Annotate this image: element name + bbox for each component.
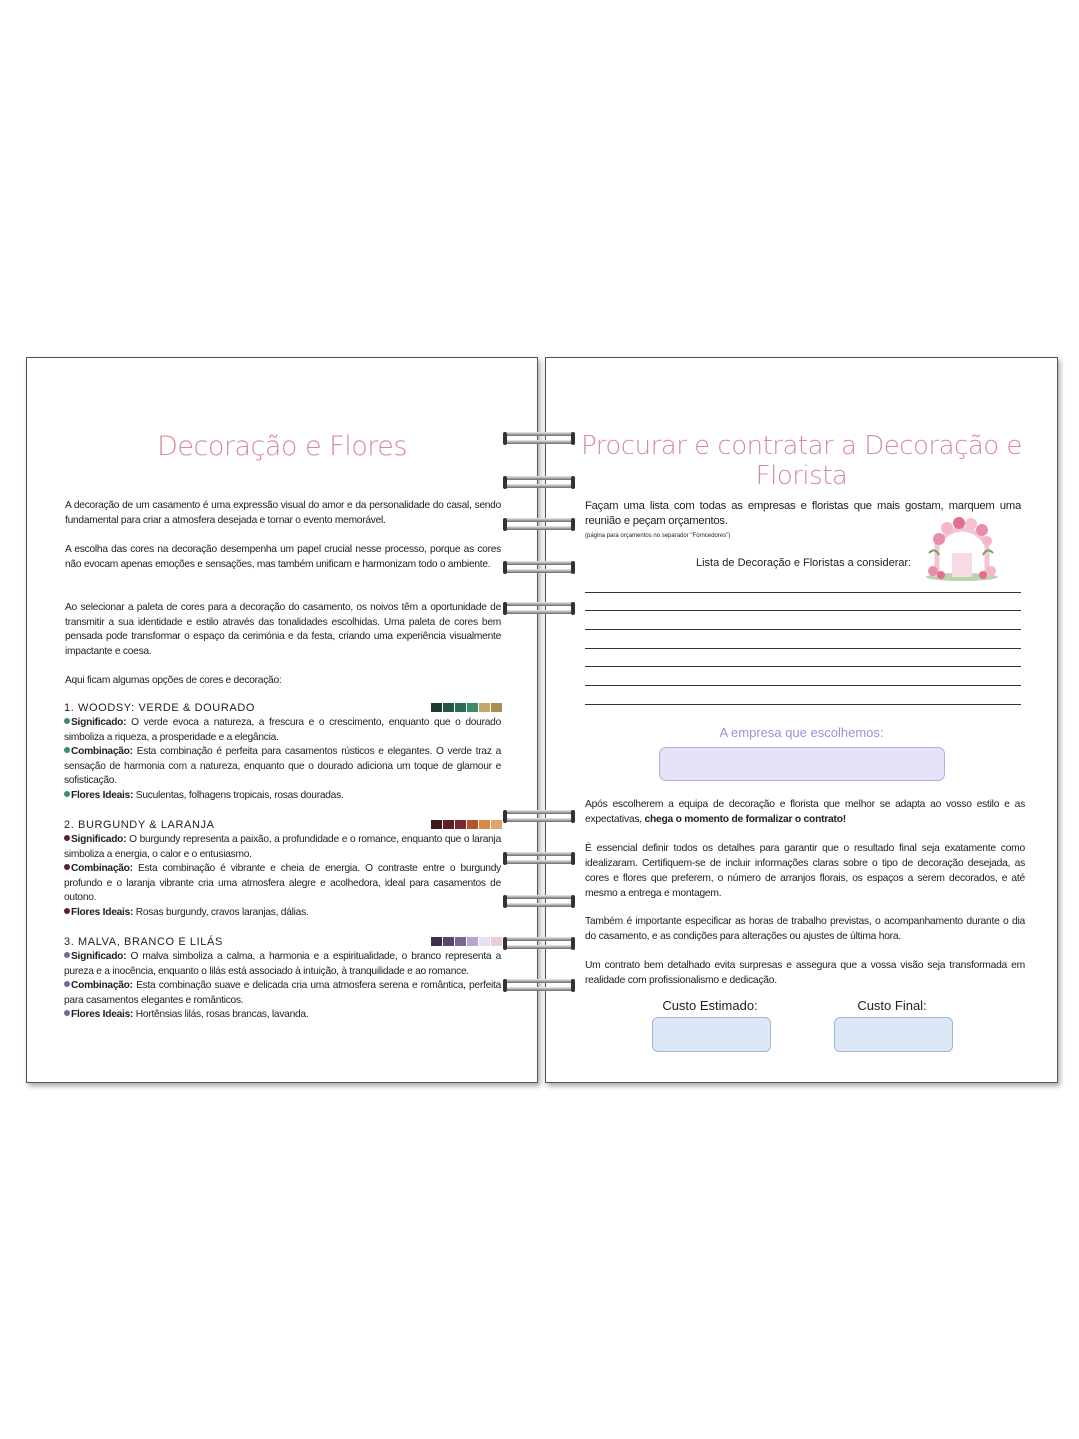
left-page (26, 357, 538, 1083)
contract-paragraph-4: Um contrato bem detalhado evita surpresas e assegura que a vossa visão seja transformada em realidade com profissionalismo e dedicação. (585, 960, 1025, 986)
color-swatch (431, 703, 442, 712)
color-swatch (443, 820, 454, 829)
color-swatch (479, 703, 490, 712)
color-swatch (491, 937, 502, 946)
intro-paragraph-1: A decoração de um casamento é uma expressão visual do amor e da personalidade do casal, sendo fundamental para criar a atmosfera desejada e tornar o evento memorável. (65, 500, 501, 526)
section-heading-text: 1. WOODSY: VERDE & DOURADO (64, 702, 256, 714)
spiral-ring (503, 810, 575, 823)
section-heading-burgundy (64, 819, 502, 831)
intro-text: Façam uma lista com todas as empresas e floristas que mais gostam, marquem uma reunião e peçam orçamentos. (585, 500, 1021, 527)
spiral-ring (503, 937, 575, 950)
chosen-company-label: A empresa que escolhemos: (719, 725, 884, 740)
write-line[interactable] (585, 685, 1021, 686)
intro-paragraph-3: Ao selecionar a paleta de cores para a decoração do casamento, os noivos têm a oportunidade de transmitir a sua identidade e estilo através das tonalidades escolhidas. Uma paleta de cores bem pensada pode transformar o espaço da cerimónia e da festa, criando uma experiência visualmente impactante e coesa. (65, 602, 501, 657)
right-page (545, 357, 1058, 1083)
section-body-woodsy: Significado: O verde evoca a natureza, a frescura e o crescimento, enquanto que o dourado simboliza a riqueza, a prosperidade e a elegância. Combinação: Esta combinação é perfeita para casamentos rústicos e elegantes. O verde traz a sensação de harmonia com a natureza, enquanto que o dourado adiciona um toque de glamour e sofisticação. Flores Ideais: Suculentas, folhagens tropicais, rosas douradas. (64, 717, 501, 801)
section-body-burgundy: Significado: O burgundy representa a paixão, a profundidade e o romance, enquanto que o laranja simboliza a energia, o calor e o entusiasmo. Combinação: Esta combinação é vibrante e cheia de energia. O contraste entre o burgundy profundo e o laranja vibrante cria uma atmosfera alegre e acolhedora, ideal para casamentos de outono. Flores Ideais: Rosas burgundy, cravos laranjas, dálias. (64, 834, 501, 918)
bullet-icon (64, 747, 70, 753)
page-title: Procurar e contratar a Decoração e Florista (581, 431, 1022, 491)
cost-estimated-label: Custo Estimado: (662, 998, 758, 1013)
bullet-icon (64, 952, 70, 958)
bullet-icon (64, 1010, 70, 1016)
color-swatch (431, 820, 442, 829)
write-line[interactable] (585, 629, 1021, 630)
color-swatch (479, 820, 490, 829)
bullet-icon (64, 835, 70, 841)
write-line[interactable] (585, 704, 1021, 705)
color-palette (431, 820, 502, 829)
write-line[interactable] (585, 610, 1021, 611)
contract-paragraph-3: Também é importante especificar as horas de trabalho previstas, o acompanhamento durante o dia do casamento, e as condições para alterações ou ajustes de última hora. (585, 916, 1025, 942)
intro-paragraph-2: A escolha das cores na decoração desempenha um papel crucial nesse processo, porque as cores não evocam apenas emoções e sensações, mas também unificam e harmonizam todo o ambiente. (65, 544, 501, 570)
write-line[interactable] (585, 666, 1021, 667)
spiral-ring (503, 561, 575, 574)
color-palette (431, 703, 502, 712)
write-line[interactable] (585, 592, 1021, 593)
spiral-ring (503, 979, 575, 992)
bullet-icon (64, 791, 70, 797)
color-swatch (431, 937, 442, 946)
section-heading-text: 3. MALVA, BRANCO E LILÁS (64, 936, 223, 948)
spiral-ring (503, 852, 575, 865)
section-heading-text: 2. BURGUNDY & LARANJA (64, 819, 215, 831)
color-swatch (467, 820, 478, 829)
floral-arch-image (919, 513, 1005, 583)
color-swatch (479, 937, 490, 946)
cost-estimated-field[interactable] (652, 1017, 771, 1052)
spiral-ring (503, 895, 575, 908)
contract-paragraph-2: É essencial definir todos os detalhes para garantir que o resultado final seja exatamente como idealizaram. Certifiquem-se de incluir informações claras sobre o tipo de decoração desejada, as cores e flores que preferem, o número de arranjos florais, os espaços a serem decorados, e até mesmo a entrega e montagem. (585, 843, 1025, 899)
page-title: Decoração e Flores (157, 431, 407, 462)
bullet-icon (64, 908, 70, 914)
cost-final-label: Custo Final: (857, 998, 927, 1013)
color-swatch (491, 820, 502, 829)
note-text: (página para orçamentos no separador "Forncedores") (585, 533, 731, 539)
section-body-malva: Significado: O malva simboliza a calma, a harmonia e a espiritualidade, o branco representa a pureza e a inocência, enquanto o lilás está associado à intuição, à tranquilidade e ao romance. Combinação: Esta combinação suave e delicada cria uma atmosfera serena e romântica, perfeita para casamentos elegantes e românticos. Flores Ideais: Hortênsias lilás, rosas brancas, lavanda. (64, 951, 501, 1020)
contract-paragraph-1: Após escolherem a equipa de decoração e florista que melhor se adapta ao vosso estilo e as expectativas, chega o momento de formalizar o contrato! (585, 799, 1025, 825)
color-swatch (455, 937, 466, 946)
color-swatch (467, 703, 478, 712)
color-swatch (443, 703, 454, 712)
section-heading-malva (64, 936, 502, 948)
section-heading-woodsy (64, 702, 502, 714)
bullet-icon (64, 981, 70, 987)
color-swatch (491, 703, 502, 712)
bullet-icon (64, 718, 70, 724)
write-line[interactable] (585, 648, 1021, 649)
list-title: Lista de Decoração e Floristas a considerar: (696, 557, 912, 569)
intro-paragraph-4: Aqui ficam algumas opções de cores e decoração: (65, 675, 282, 686)
spiral-ring (503, 518, 575, 531)
spiral-ring (503, 432, 575, 445)
cost-final-field[interactable] (834, 1017, 953, 1052)
color-swatch (455, 703, 466, 712)
chosen-company-field[interactable] (659, 747, 945, 781)
bullet-icon (64, 864, 70, 870)
color-swatch (443, 937, 454, 946)
spiral-ring (503, 602, 575, 615)
color-palette (431, 937, 502, 946)
spiral-ring (503, 476, 575, 489)
color-swatch (467, 937, 478, 946)
color-swatch (455, 820, 466, 829)
